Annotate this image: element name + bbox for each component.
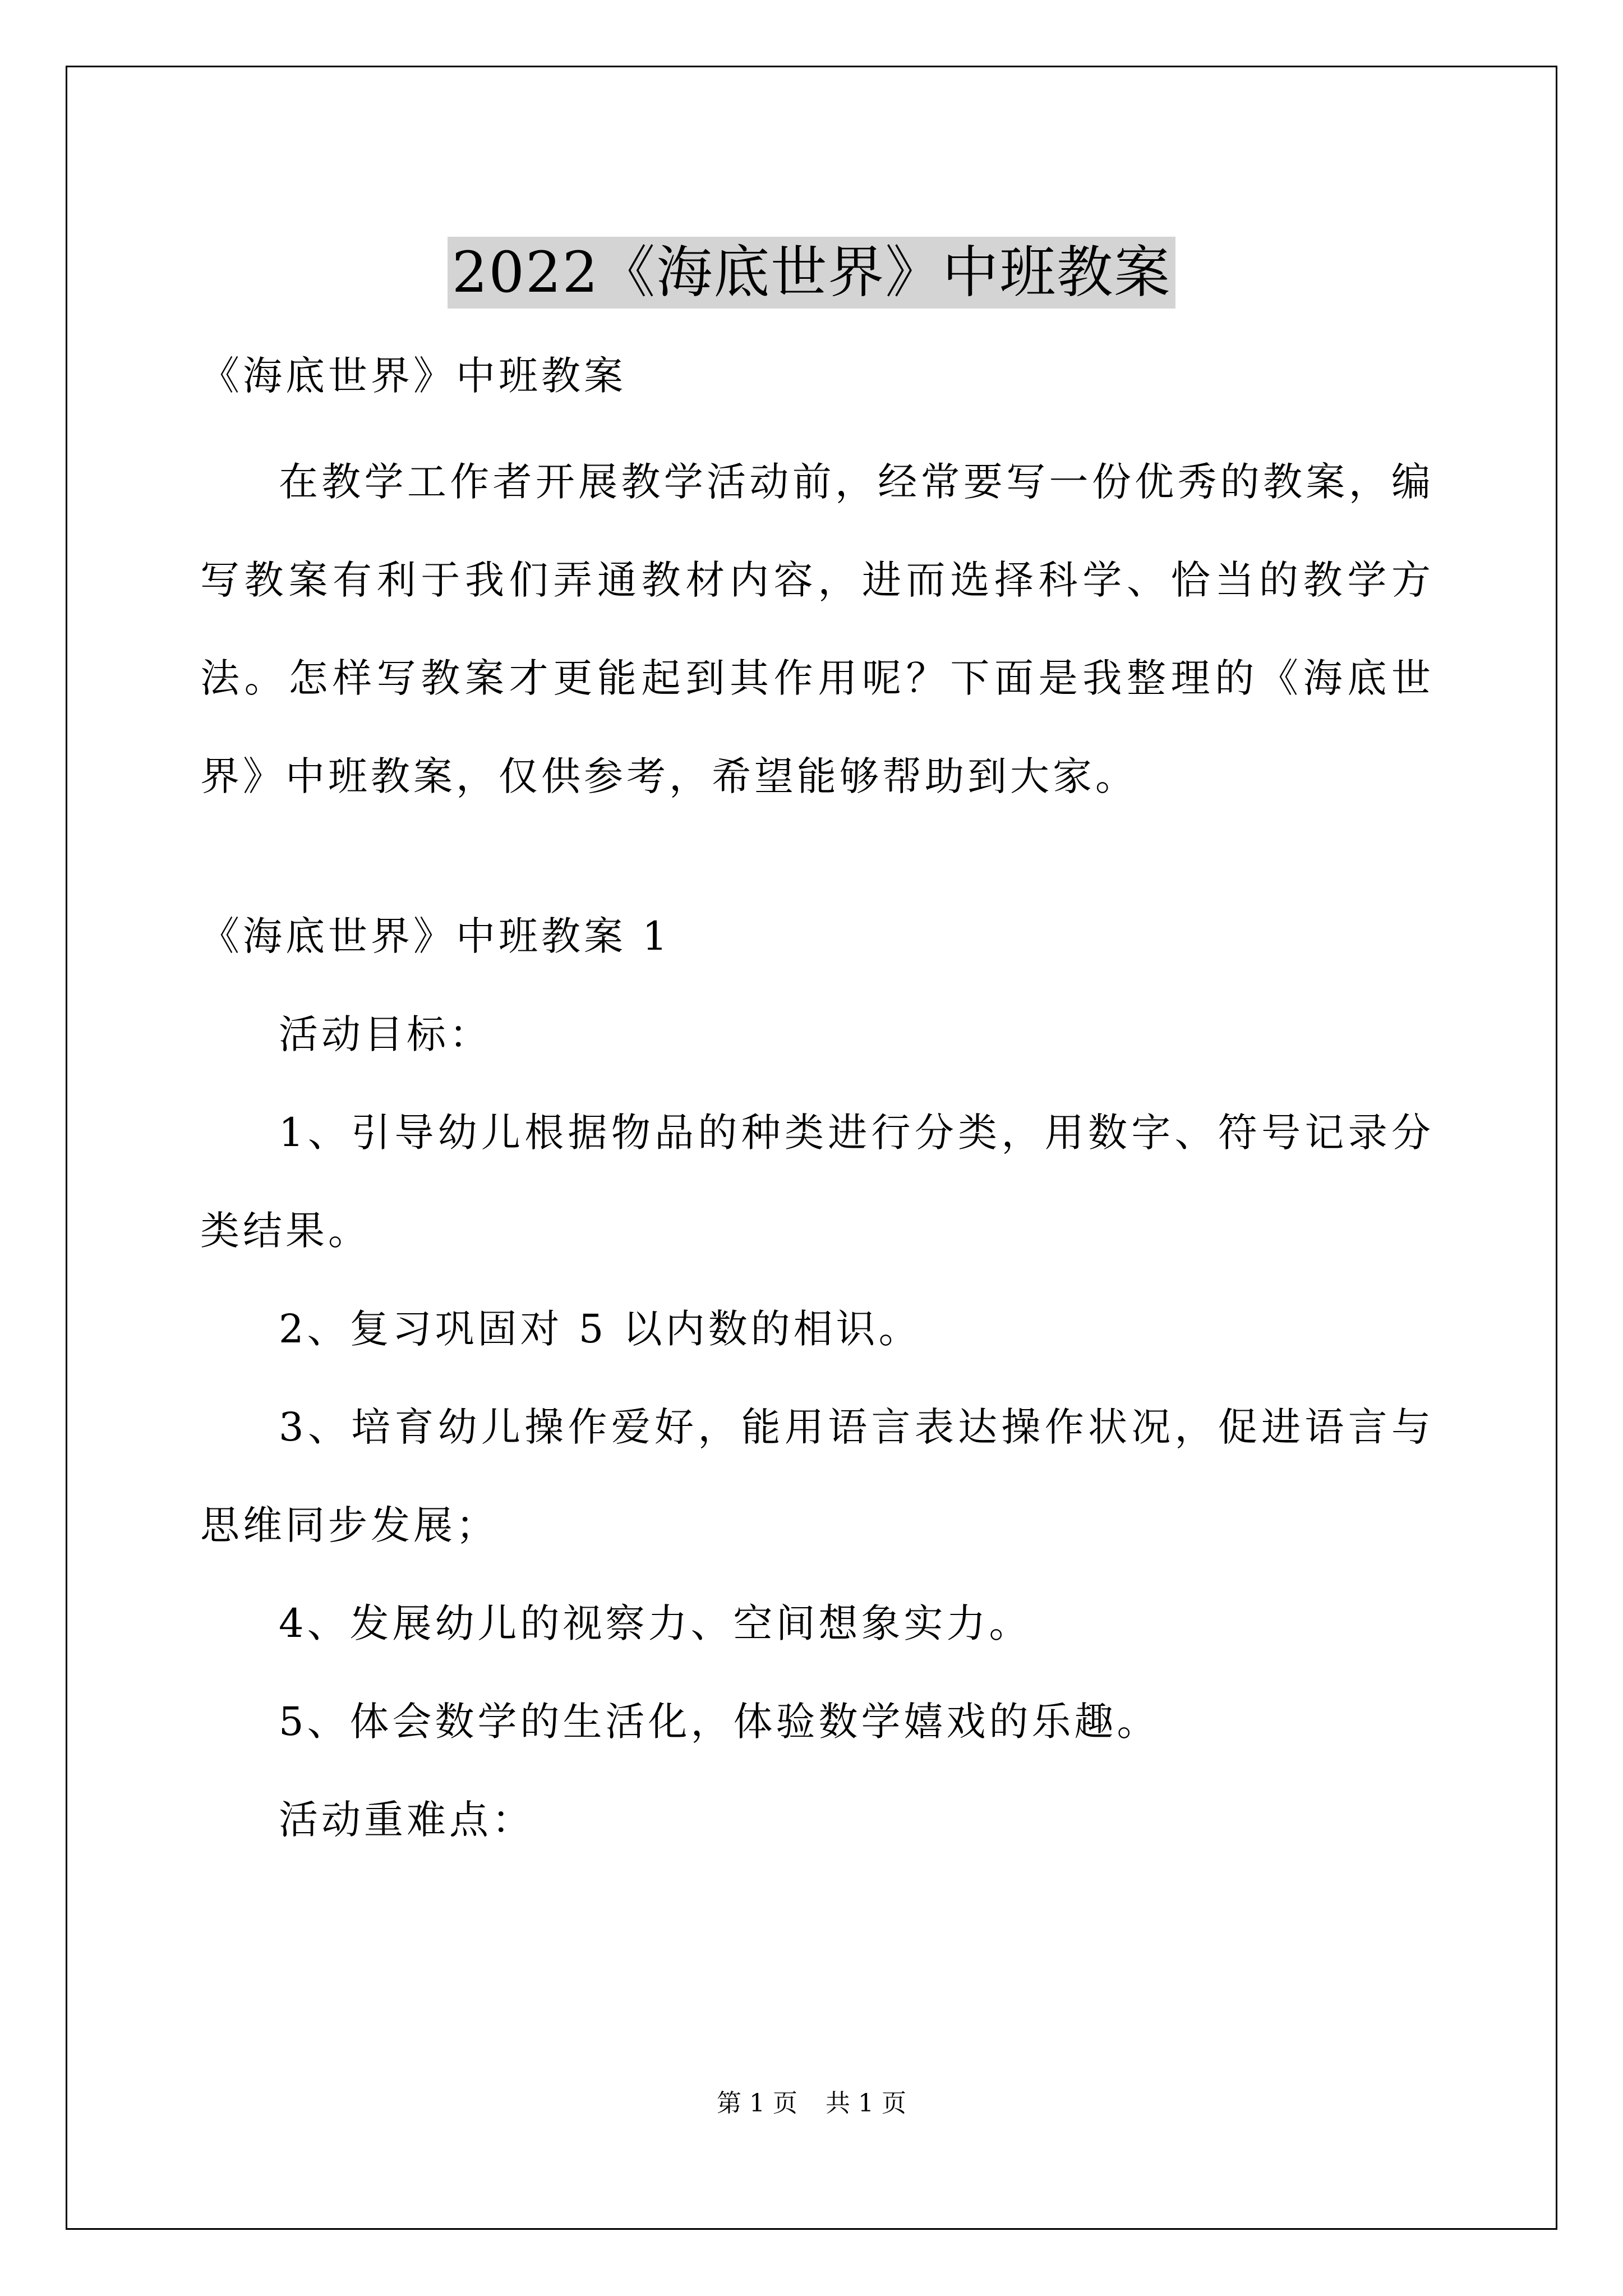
title-wrap	[0, 199, 1623, 346]
section-heading: 《海底世界》中班教案 1	[200, 913, 671, 959]
document-title: 2022《海底世界》中班教案	[448, 237, 1176, 309]
goals-label: 活动目标：	[279, 1011, 492, 1057]
page-number-total: 共 1 页	[826, 2089, 906, 2118]
page-number-current: 第 1 页	[717, 2089, 797, 2118]
goal-item: 4、发展幼儿的视察力、空间想象实力。	[279, 1600, 1032, 1646]
goal-item: 1、引导幼儿根据物品的种类进行分类，用数字、符号记录分类结果。	[200, 1110, 1434, 1254]
goal-item: 3、培育幼儿操作爱好，能用语言表达操作状况，促进语言与思维同步发展；	[200, 1404, 1434, 1548]
key-points-label: 活动重难点：	[279, 1797, 534, 1843]
goal-item: 2、复习巩固对 5 以内数的相识。	[279, 1306, 921, 1352]
intro-paragraph: 在教学工作者开展教学活动前，经常要写一份优秀的教案，编写教案有利于我们弄通教材内容，进而选择科学、恰当的教学方法。怎样写教案才更能起到其作用呢？下面是我整理的《海底世界》中班教案，仅供参考，希望能够帮助到大家。	[200, 459, 1434, 799]
page-footer	[0, 2087, 1623, 2120]
document-subtitle: 《海底世界》中班教案	[200, 353, 626, 399]
document-body	[200, 337, 1434, 1869]
goal-item: 5、体会数学的生活化，体验数学嬉戏的乐趣。	[279, 1699, 1160, 1745]
